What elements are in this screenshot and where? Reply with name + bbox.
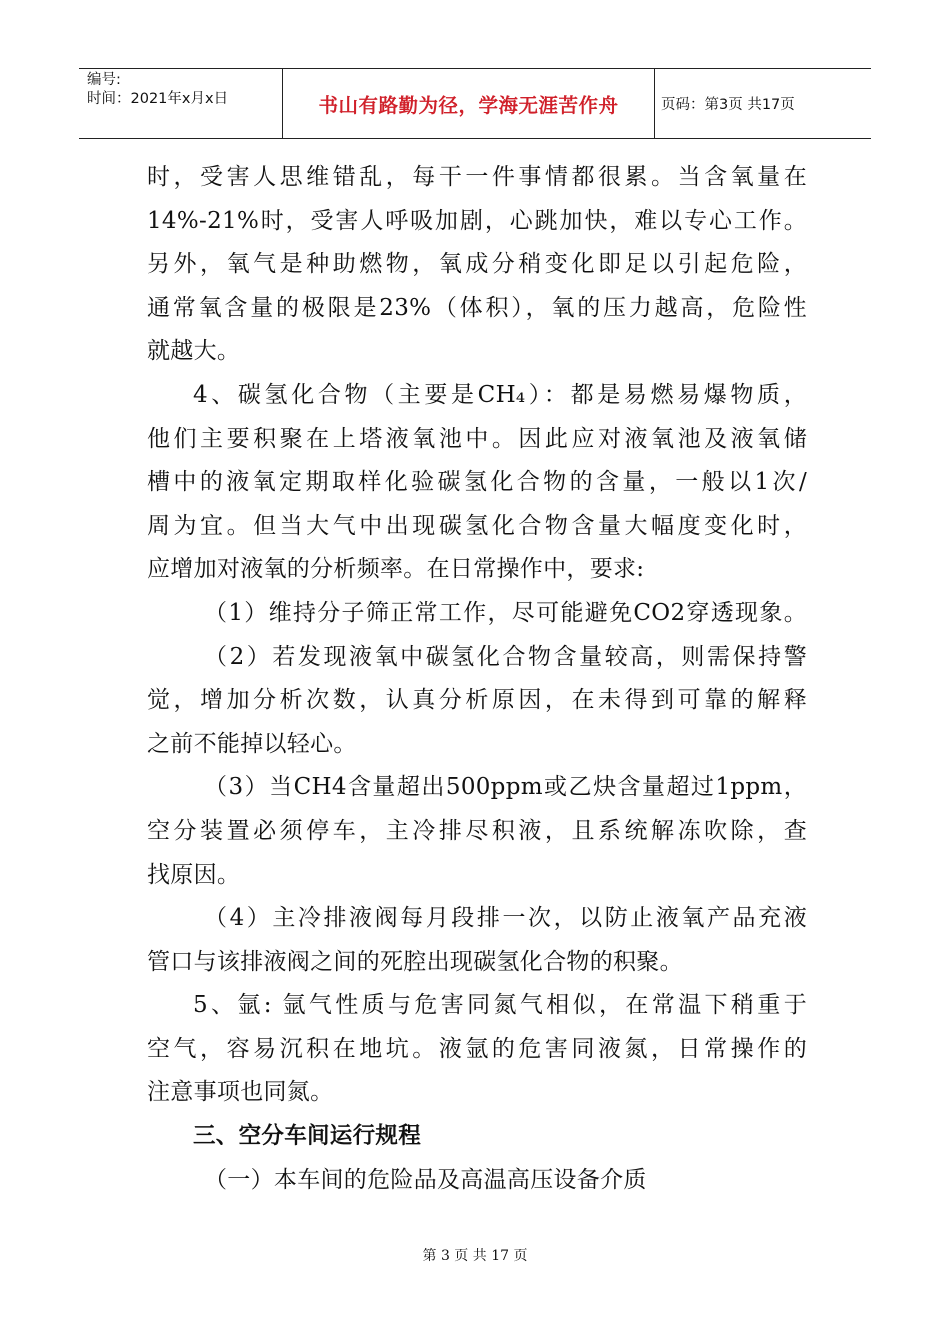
header-date: 时间：2021年x月x日: [87, 91, 229, 107]
section-heading: 三、空分车间运行规程: [193, 1123, 422, 1150]
body-line: 周为宜。但当大气中出现碳氢化合物含量大幅度变化时，: [147, 512, 807, 539]
body-line: 空气，容易沉积在地坑。液氩的危害同液氮，日常操作的: [147, 1035, 807, 1062]
body-line: 他们主要积聚在上塔液氧池中。因此应对液氧池及液氧储: [147, 425, 807, 452]
body-line: 4、碳氢化合物（主要是CH₄）：都是易燃易爆物质，: [193, 381, 807, 408]
document-body: [147, 156, 807, 1202]
page-footer: 第 3 页 共 17 页: [422, 1248, 528, 1264]
body-line: 就越大。: [147, 338, 241, 365]
header-number-label: 编号:: [87, 72, 121, 88]
body-line: 槽中的液氧定期取样化验碳氢化合物的含量，一般以1次/: [147, 469, 807, 496]
body-line: 5、氩: 氩气性质与危害同氮气相似，在常温下稍重于: [193, 992, 807, 1019]
body-line: （3）当CH4含量超出500ppm或乙炔含量超过1ppm，: [204, 774, 807, 801]
body-line: 注意事项也同氮。: [147, 1079, 334, 1106]
header-page-info: 页码：第3页 共17页: [661, 97, 795, 113]
body-line: 管口与该排液阀之间的死腔出现碳氢化合物的积聚。: [147, 948, 683, 975]
body-line: （4）主冷排液阀每月段排一次，以防止液氧产品充液: [204, 905, 807, 932]
body-line: （1）维持分子筛正常工作，尽可能避免CO2穿透现象。: [204, 599, 807, 626]
body-line: 空分装置必须停车，主冷排尽积液，且系统解冻吹除，查: [147, 817, 807, 844]
header-meta: [79, 69, 283, 138]
body-line: 另外，氧气是种助燃物，氧成分稍变化即足以引起危险，: [147, 251, 807, 278]
body-line: 找原因。: [147, 861, 241, 888]
body-line: 14%-21%时，受害人呼吸加剧，心跳加快，难以专心工作。: [147, 207, 807, 234]
body-line: 应增加对液氧的分析频率。在日常操作中，要求:: [147, 556, 645, 583]
body-line: 之前不能掉以轻心。: [147, 730, 357, 757]
subsection-heading: （一）本车间的危险品及高温高压设备介质: [204, 1166, 647, 1193]
body-line: （2）若发现液氧中碳氢化合物含量较高，则需保持警: [204, 643, 807, 670]
body-line: 通常氧含量的极限是23%（体积），氧的压力越高，危险性: [147, 294, 807, 321]
page-header: [79, 68, 871, 139]
body-line: 时，受害人思维错乱，每干一件事情都很累。当含氧量在: [147, 164, 807, 190]
header-motto: 书山有路勤为径，学海无涯苦作舟: [283, 69, 655, 138]
body-line: 觉，增加分析次数，认真分析原因，在未得到可靠的解释: [147, 687, 807, 714]
